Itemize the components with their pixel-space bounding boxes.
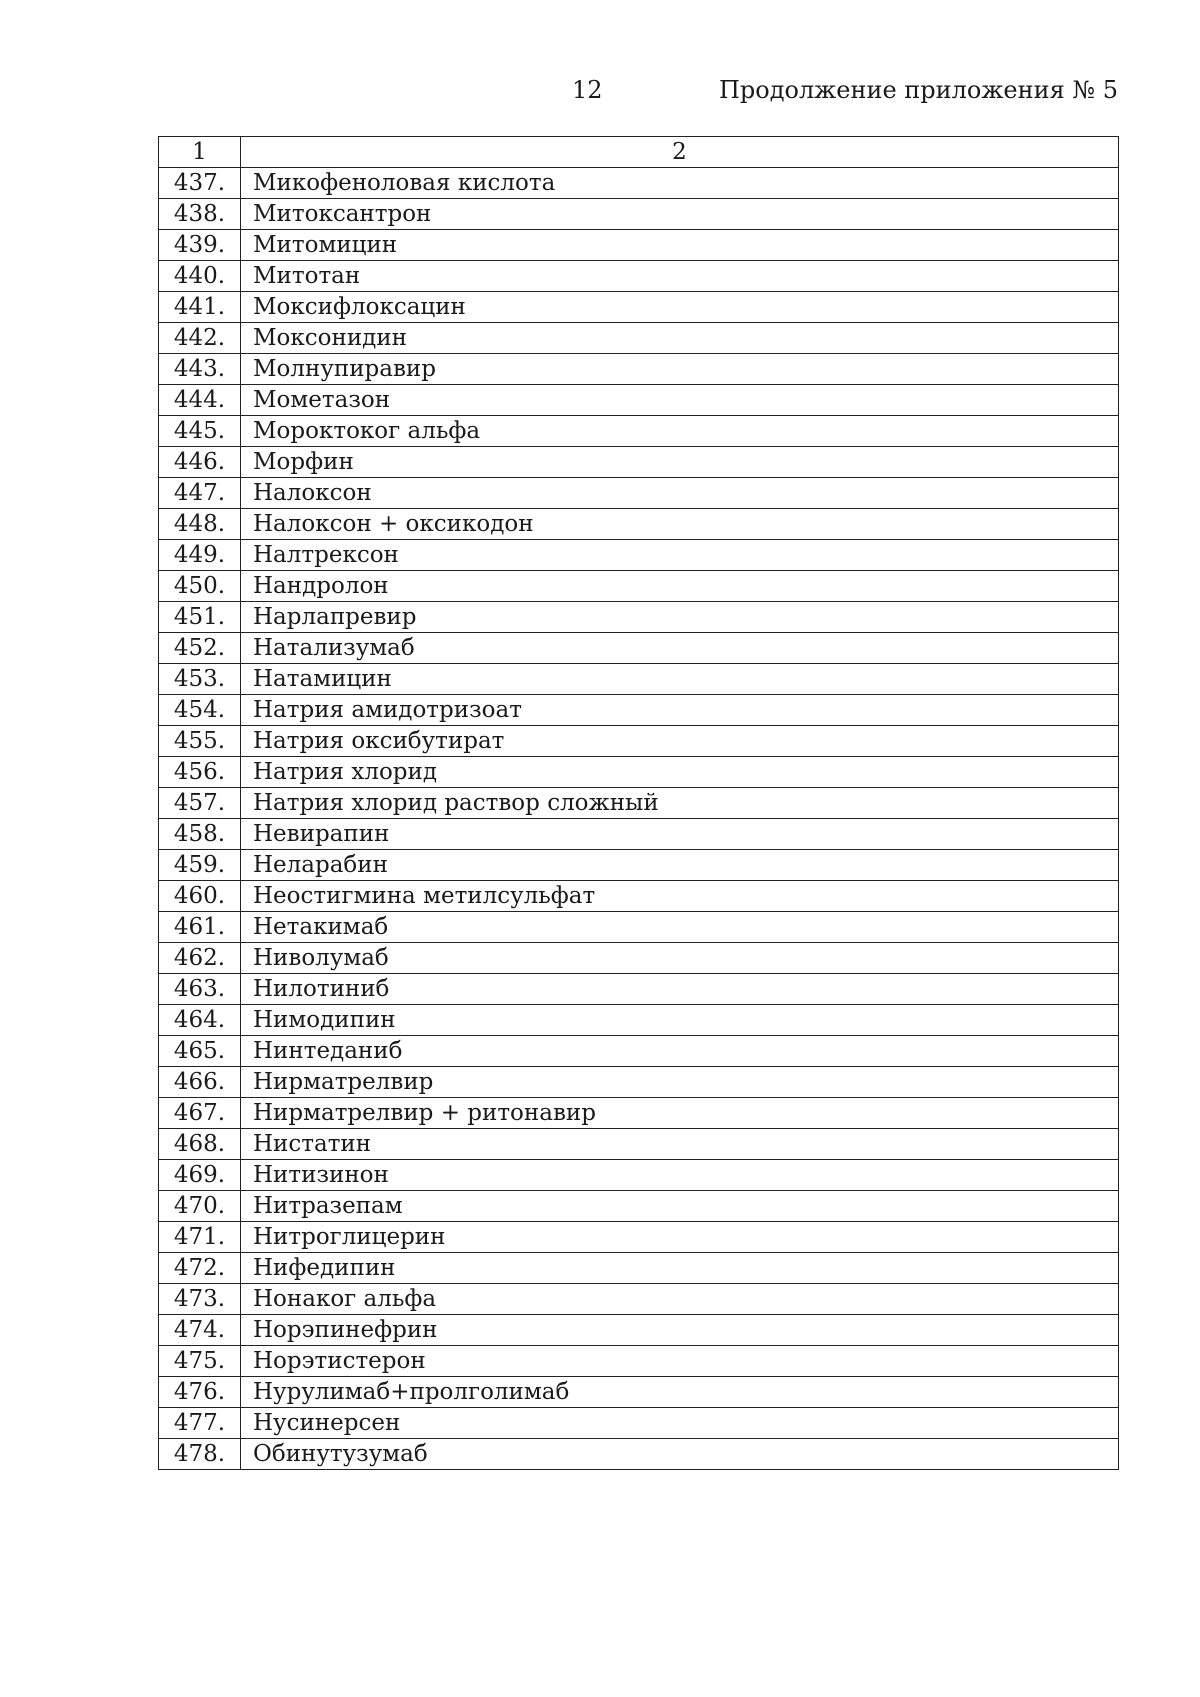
table-row	[159, 416, 1119, 447]
drug-name: Натрия хлорид	[241, 757, 1119, 788]
drug-name: Нирматрелвир	[241, 1067, 1119, 1098]
table-row	[159, 540, 1119, 571]
row-number: 459.	[159, 850, 241, 881]
table-row	[159, 230, 1119, 261]
drug-name: Моксонидин	[241, 323, 1119, 354]
drug-name: Нитизинон	[241, 1160, 1119, 1191]
row-number: 468.	[159, 1129, 241, 1160]
row-number: 457.	[159, 788, 241, 819]
table-row	[159, 168, 1119, 199]
row-number: 456.	[159, 757, 241, 788]
drug-name: Митомицин	[241, 230, 1119, 261]
table-row	[159, 1377, 1119, 1408]
table-row	[159, 199, 1119, 230]
row-number: 475.	[159, 1346, 241, 1377]
drug-name: Нитразепам	[241, 1191, 1119, 1222]
drug-name: Норэтистерон	[241, 1346, 1119, 1377]
row-number: 442.	[159, 323, 241, 354]
table-row	[159, 1129, 1119, 1160]
drug-name: Ниволумаб	[241, 943, 1119, 974]
drug-name: Мометазон	[241, 385, 1119, 416]
column-header-1: 1	[159, 137, 241, 168]
row-number: 460.	[159, 881, 241, 912]
table-row	[159, 1036, 1119, 1067]
table-row	[159, 478, 1119, 509]
row-number: 440.	[159, 261, 241, 292]
row-number: 454.	[159, 695, 241, 726]
table-row	[159, 912, 1119, 943]
row-number: 461.	[159, 912, 241, 943]
row-number: 452.	[159, 633, 241, 664]
drug-name: Нусинерсен	[241, 1408, 1119, 1439]
table-row	[159, 757, 1119, 788]
row-number: 451.	[159, 602, 241, 633]
row-number: 445.	[159, 416, 241, 447]
table-row	[159, 509, 1119, 540]
row-number: 472.	[159, 1253, 241, 1284]
table-row	[159, 850, 1119, 881]
drug-name: Морфин	[241, 447, 1119, 478]
table-row	[159, 1315, 1119, 1346]
drug-list-table	[158, 136, 1119, 1470]
row-number: 465.	[159, 1036, 241, 1067]
drug-name: Нифедипин	[241, 1253, 1119, 1284]
row-number: 449.	[159, 540, 241, 571]
drug-name: Неостигмина метилсульфат	[241, 881, 1119, 912]
table-row	[159, 1346, 1119, 1377]
table-row	[159, 261, 1119, 292]
row-number: 448.	[159, 509, 241, 540]
drug-name: Нурулимаб+пролголимаб	[241, 1377, 1119, 1408]
table-row	[159, 354, 1119, 385]
table-row	[159, 1222, 1119, 1253]
table-row	[159, 1253, 1119, 1284]
drug-name: Неларабин	[241, 850, 1119, 881]
table-row	[159, 695, 1119, 726]
drug-name: Обинутузумаб	[241, 1439, 1119, 1470]
table-row	[159, 1408, 1119, 1439]
row-number: 458.	[159, 819, 241, 850]
table-row	[159, 1284, 1119, 1315]
table-row	[159, 1098, 1119, 1129]
table-row	[159, 974, 1119, 1005]
table-row	[159, 1005, 1119, 1036]
table-row	[159, 602, 1119, 633]
page-number: 12	[572, 76, 603, 104]
table-row	[159, 1160, 1119, 1191]
table-row	[159, 292, 1119, 323]
table-row	[159, 881, 1119, 912]
table-row	[159, 633, 1119, 664]
row-number: 471.	[159, 1222, 241, 1253]
drug-name: Моксифлоксацин	[241, 292, 1119, 323]
row-number: 441.	[159, 292, 241, 323]
drug-name: Нетакимаб	[241, 912, 1119, 943]
table-row	[159, 1191, 1119, 1222]
table-row	[159, 571, 1119, 602]
drug-name: Нитроглицерин	[241, 1222, 1119, 1253]
drug-name: Нилотиниб	[241, 974, 1119, 1005]
row-number: 455.	[159, 726, 241, 757]
drug-name: Натализумаб	[241, 633, 1119, 664]
row-number: 469.	[159, 1160, 241, 1191]
row-number: 446.	[159, 447, 241, 478]
row-number: 466.	[159, 1067, 241, 1098]
row-number: 467.	[159, 1098, 241, 1129]
drug-name: Нирматрелвир + ритонавир	[241, 1098, 1119, 1129]
drug-name: Нарлапревир	[241, 602, 1119, 633]
row-number: 477.	[159, 1408, 241, 1439]
table-row	[159, 943, 1119, 974]
drug-name: Натрия амидотризоат	[241, 695, 1119, 726]
drug-name: Норэпинефрин	[241, 1315, 1119, 1346]
drug-name: Налоксон	[241, 478, 1119, 509]
table-row	[159, 1067, 1119, 1098]
row-number: 462.	[159, 943, 241, 974]
row-number: 443.	[159, 354, 241, 385]
drug-name: Нистатин	[241, 1129, 1119, 1160]
row-number: 473.	[159, 1284, 241, 1315]
drug-name: Налтрексон	[241, 540, 1119, 571]
row-number: 444.	[159, 385, 241, 416]
row-number: 438.	[159, 199, 241, 230]
row-number: 437.	[159, 168, 241, 199]
row-number: 474.	[159, 1315, 241, 1346]
drug-name: Нонаког альфа	[241, 1284, 1119, 1315]
drug-name: Микофеноловая кислота	[241, 168, 1119, 199]
drug-name: Натрия хлорид раствор сложный	[241, 788, 1119, 819]
drug-name: Невирапин	[241, 819, 1119, 850]
table-body	[159, 137, 1119, 1470]
table-row	[159, 664, 1119, 695]
row-number: 470.	[159, 1191, 241, 1222]
table-header-row	[159, 137, 1119, 168]
row-number: 464.	[159, 1005, 241, 1036]
drug-name: Натамицин	[241, 664, 1119, 695]
drug-name: Нинтеданиб	[241, 1036, 1119, 1067]
table-row	[159, 323, 1119, 354]
drug-name: Натрия оксибутират	[241, 726, 1119, 757]
table-row	[159, 1439, 1119, 1470]
drug-name: Митоксантрон	[241, 199, 1119, 230]
row-number: 463.	[159, 974, 241, 1005]
table-row	[159, 447, 1119, 478]
table-row	[159, 726, 1119, 757]
row-number: 476.	[159, 1377, 241, 1408]
continuation-title: Продолжение приложения № 5	[718, 76, 1118, 104]
row-number: 450.	[159, 571, 241, 602]
table-row	[159, 385, 1119, 416]
drug-name: Нимодипин	[241, 1005, 1119, 1036]
table-row	[159, 788, 1119, 819]
column-header-2: 2	[241, 137, 1119, 168]
drug-name: Налоксон + оксикодон	[241, 509, 1119, 540]
table-row	[159, 819, 1119, 850]
row-number: 439.	[159, 230, 241, 261]
drug-name: Нандролон	[241, 571, 1119, 602]
row-number: 447.	[159, 478, 241, 509]
drug-name: Мороктоког альфа	[241, 416, 1119, 447]
drug-name: Молнупиравир	[241, 354, 1119, 385]
row-number: 453.	[159, 664, 241, 695]
drug-name: Митотан	[241, 261, 1119, 292]
row-number: 478.	[159, 1439, 241, 1470]
